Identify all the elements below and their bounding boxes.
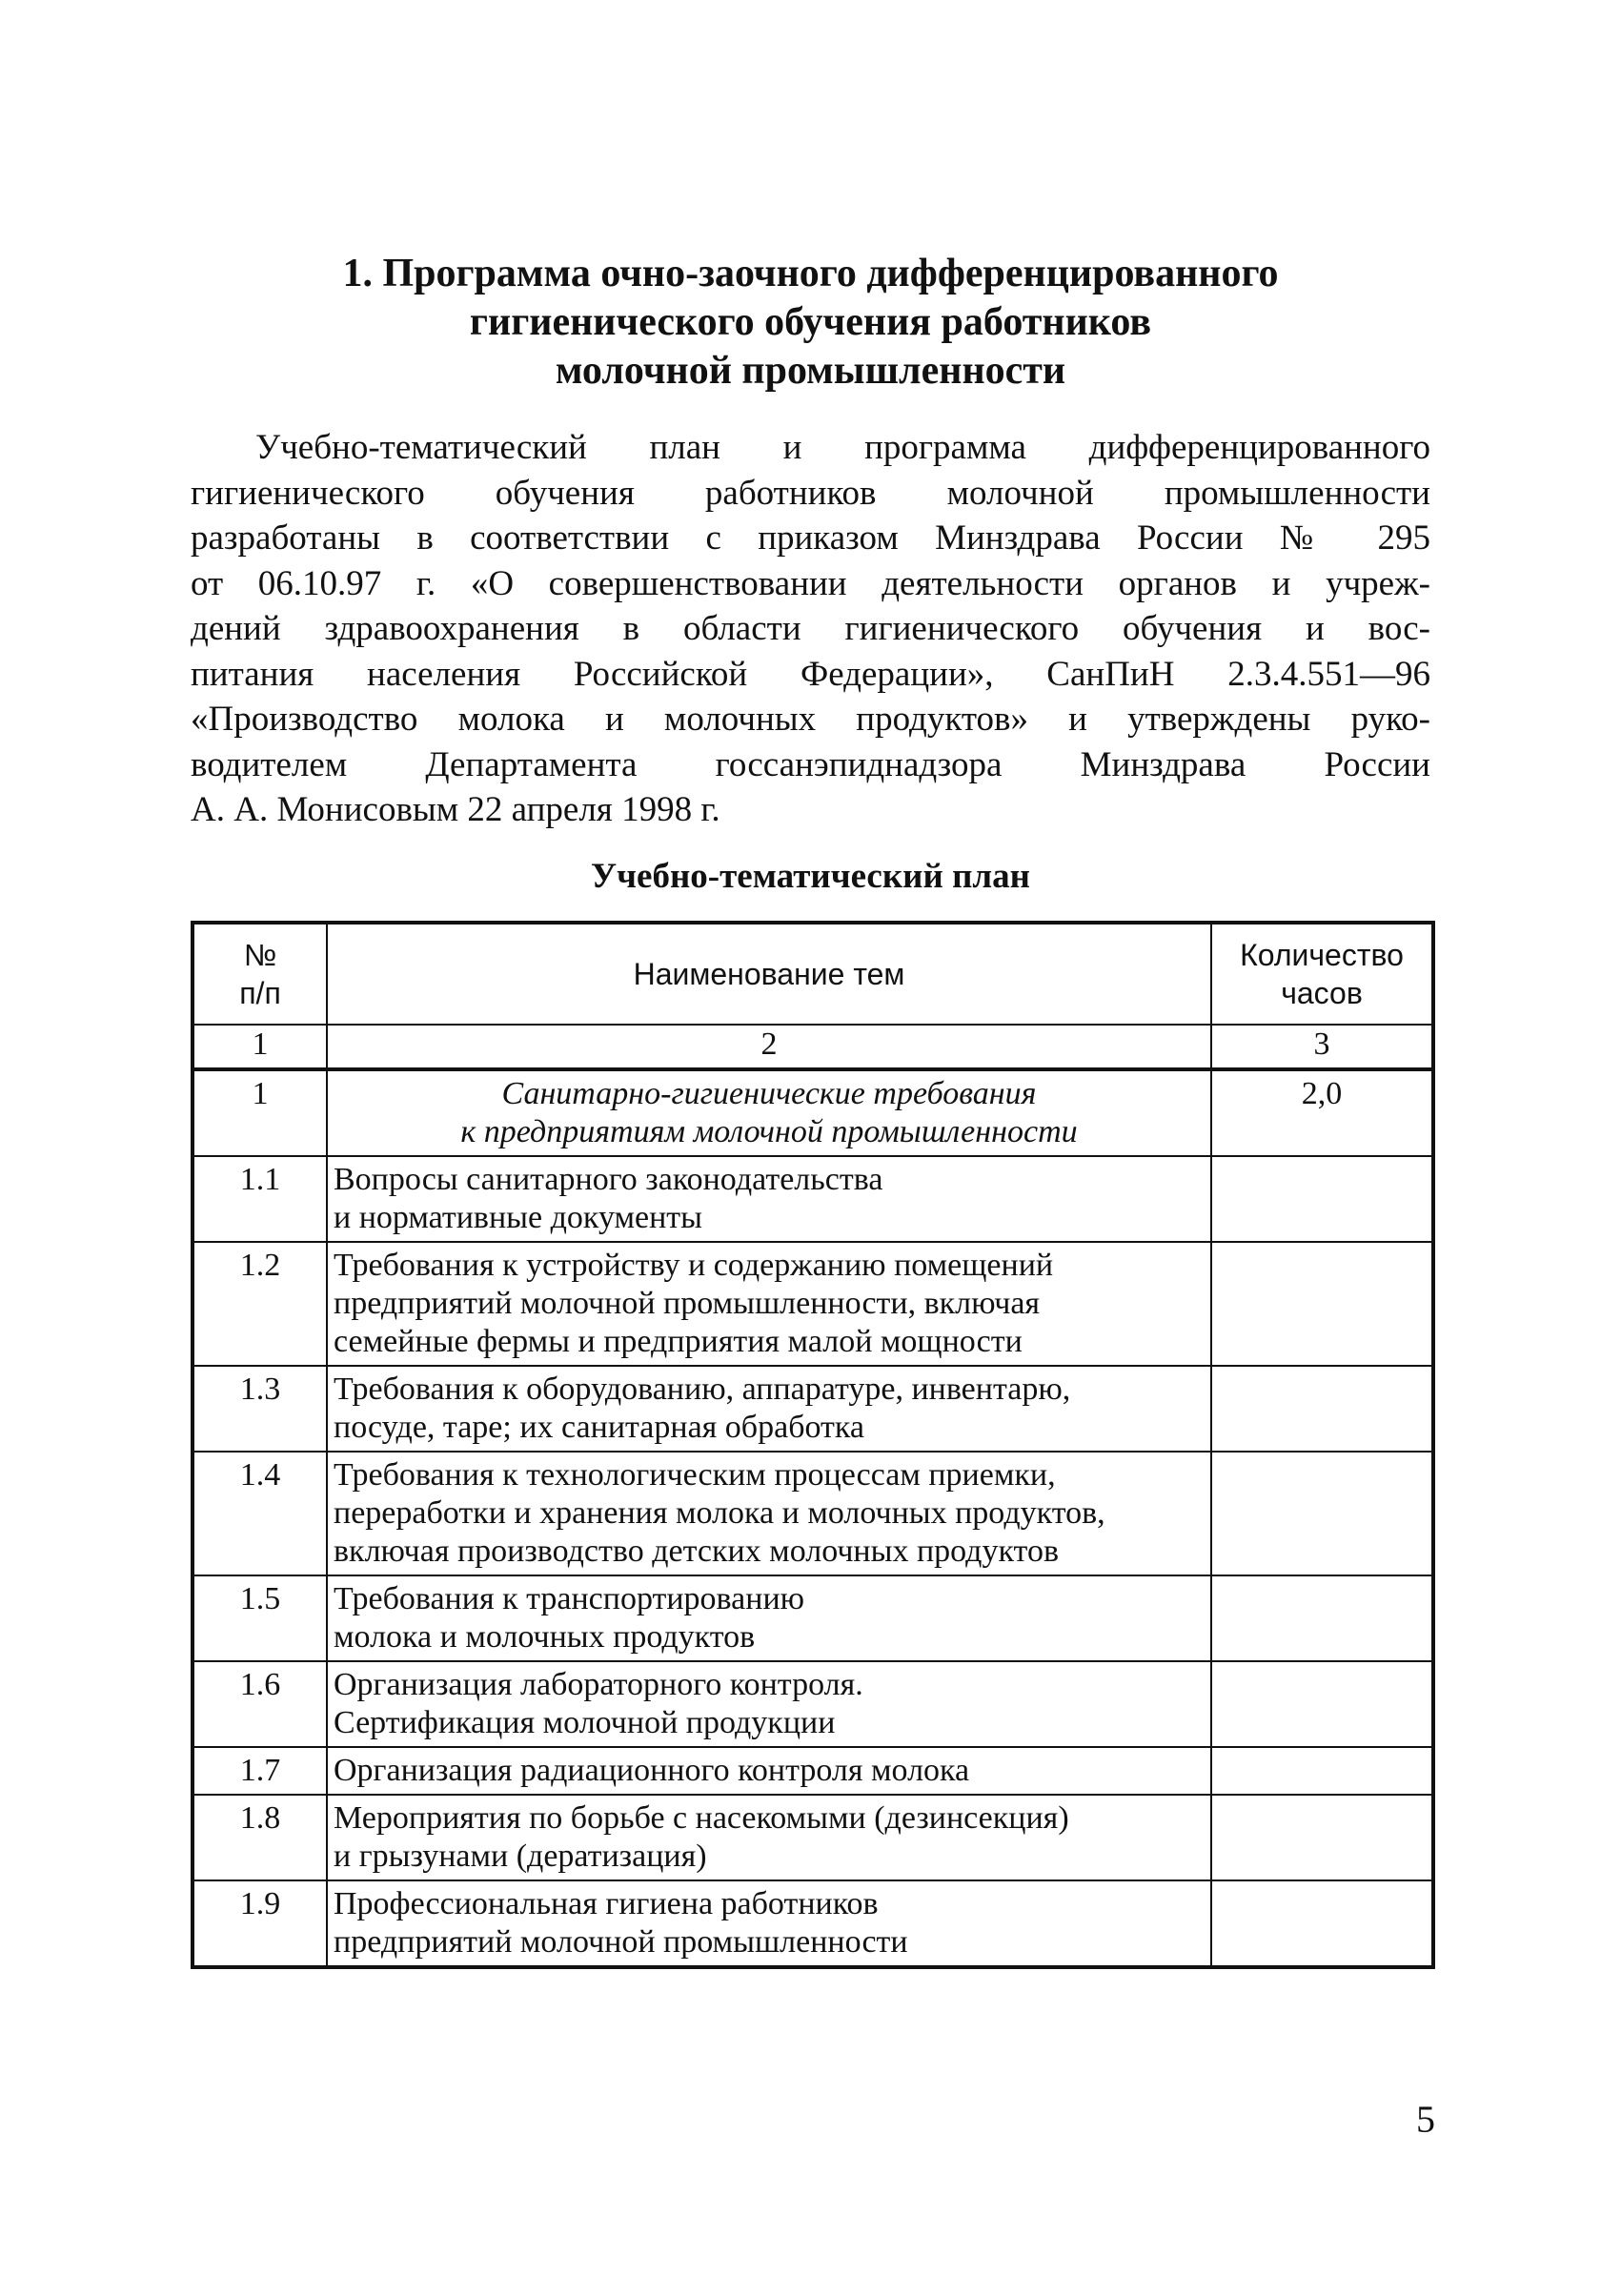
intro-line: «Производство молока и молочных продуктов» и утверждены руко- <box>191 700 1430 739</box>
topic-line: Профессиональная гигиена работников <box>334 1886 879 1921</box>
row-number: 1.6 <box>192 1661 327 1747</box>
table-row <box>192 1069 1433 1156</box>
intro-line: водителем Департамента госсанэпиднадзора Минздрава России <box>191 744 1430 784</box>
topic-line: Вопросы санитарного законодательства <box>334 1162 883 1197</box>
topic-line: включая производство детских молочных продуктов <box>334 1534 1060 1569</box>
header-num-symbol: № <box>243 938 277 972</box>
topic-line: к предприятиям молочной промышленности <box>460 1114 1078 1149</box>
topic-line: Требования к технологическим процессам приемки, <box>334 1457 1056 1493</box>
header-hours-line: Количество <box>1240 938 1404 972</box>
title-line: 1. Программа очно-заочного дифференцированного <box>342 252 1279 295</box>
topic-line: и нормативные документы <box>334 1200 702 1235</box>
topic-line: переработки и хранения молока и молочных продуктов, <box>334 1495 1105 1531</box>
title-line: гигиенического обучения работников <box>469 300 1152 344</box>
table-row <box>192 1242 1433 1366</box>
topic-line: Требования к устройству и содержанию помещений <box>334 1248 1054 1283</box>
hours-cell <box>1211 1366 1433 1452</box>
topic-line: посуде, таре; их санитарная обработка <box>334 1410 864 1445</box>
topic-line: Мероприятия по борьбе с насекомыми (дезинсекция) <box>334 1800 1069 1836</box>
page-number: 5 <box>1416 2098 1435 2141</box>
topic-line: семейные фермы и предприятия малой мощности <box>334 1324 1023 1359</box>
topic-line: Организация лабораторного контроля. <box>334 1667 863 1702</box>
row-number: 1.3 <box>192 1366 327 1452</box>
table-row <box>192 1747 1433 1795</box>
hours-cell <box>1211 1795 1433 1880</box>
table-row <box>192 1880 1433 1967</box>
hours-cell <box>1211 1747 1433 1795</box>
topic-name <box>327 1880 1211 1967</box>
row-number: 1 <box>192 1069 327 1156</box>
row-number: 1.8 <box>192 1795 327 1880</box>
row-number: 1.5 <box>192 1575 327 1661</box>
intro-paragraph <box>191 425 1430 833</box>
row-number: 1.9 <box>192 1880 327 1967</box>
hours-cell: 2,0 <box>1211 1069 1433 1156</box>
column-number: 1 <box>192 1025 327 1069</box>
intro-line: А. А. Монисовым 22 апреля 1998 г. <box>191 790 720 829</box>
header-hours-line: часов <box>1281 976 1363 1010</box>
row-number: 1.4 <box>192 1452 327 1575</box>
topic-line: предприятий молочной промышленности, включая <box>334 1286 1041 1321</box>
topic-line: Требования к оборудованию, аппаратуре, инвентарю, <box>334 1372 1071 1407</box>
column-number: 3 <box>1211 1025 1433 1069</box>
topic-name <box>327 1747 1211 1795</box>
header-name-cell: Наименование тем <box>327 923 1211 1025</box>
curriculum-table <box>191 921 1435 1969</box>
hours-cell <box>1211 1242 1433 1366</box>
intro-line: Учебно-тематический план и программа дифференцированного <box>255 428 1430 467</box>
header-hours-cell <box>1211 923 1433 1025</box>
topic-name <box>327 1575 1211 1661</box>
topic-line: Организация радиационного контроля молока <box>334 1753 970 1788</box>
intro-line: от 06.10.97 г. «О совершенствовании деятельности органов и учреж- <box>191 563 1430 603</box>
intro-line: разработаны в соответствии с приказом Минздрава России № 295 <box>191 518 1430 558</box>
row-number: 1.7 <box>192 1747 327 1795</box>
header-num-label: п/п <box>239 976 281 1010</box>
plan-title: Учебно-тематический план <box>591 857 1030 896</box>
topic-name <box>327 1452 1211 1575</box>
table-row <box>192 1366 1433 1452</box>
topic-name <box>327 1795 1211 1880</box>
topic-line: молока и молочных продуктов <box>334 1619 756 1655</box>
hours-cell <box>1211 1156 1433 1242</box>
table-row <box>192 1575 1433 1661</box>
intro-line: питания населения Российской Федерации», СанПиН 2.3.4.551—96 <box>191 654 1430 694</box>
hours-cell <box>1211 1661 1433 1747</box>
topic-line: Требования к транспортированию <box>334 1581 805 1616</box>
column-numbers-row <box>192 1025 1433 1069</box>
hours-cell <box>1211 1880 1433 1967</box>
topic-line: Сертификация молочной продукции <box>334 1705 836 1740</box>
topic-name <box>327 1661 1211 1747</box>
topic-name <box>327 1242 1211 1366</box>
title-line: молочной промышленности <box>555 349 1066 393</box>
topic-name <box>327 1156 1211 1242</box>
table-header-row <box>192 923 1433 1025</box>
topic-line: и грызунами (дератизация) <box>334 1839 707 1874</box>
topic-name <box>327 1069 1211 1156</box>
table-row <box>192 1661 1433 1747</box>
intro-line: гигиенического обучения работников молочной промышленности <box>191 473 1430 513</box>
column-number: 2 <box>327 1025 1211 1069</box>
topic-line: предприятий молочной промышленности <box>334 1924 908 1960</box>
row-number: 1.1 <box>192 1156 327 1242</box>
topic-line: Санитарно-гигиенические требования <box>501 1076 1037 1111</box>
hours-cell <box>1211 1452 1433 1575</box>
table-row <box>192 1452 1433 1575</box>
topic-name <box>327 1366 1211 1452</box>
section-title <box>191 250 1430 396</box>
table-row <box>192 1795 1433 1880</box>
table-row <box>192 1156 1433 1242</box>
row-number: 1.2 <box>192 1242 327 1366</box>
intro-line: дений здравоохранения в области гигиенического обучения и вос- <box>191 609 1430 648</box>
header-num-cell <box>192 923 327 1025</box>
hours-cell <box>1211 1575 1433 1661</box>
